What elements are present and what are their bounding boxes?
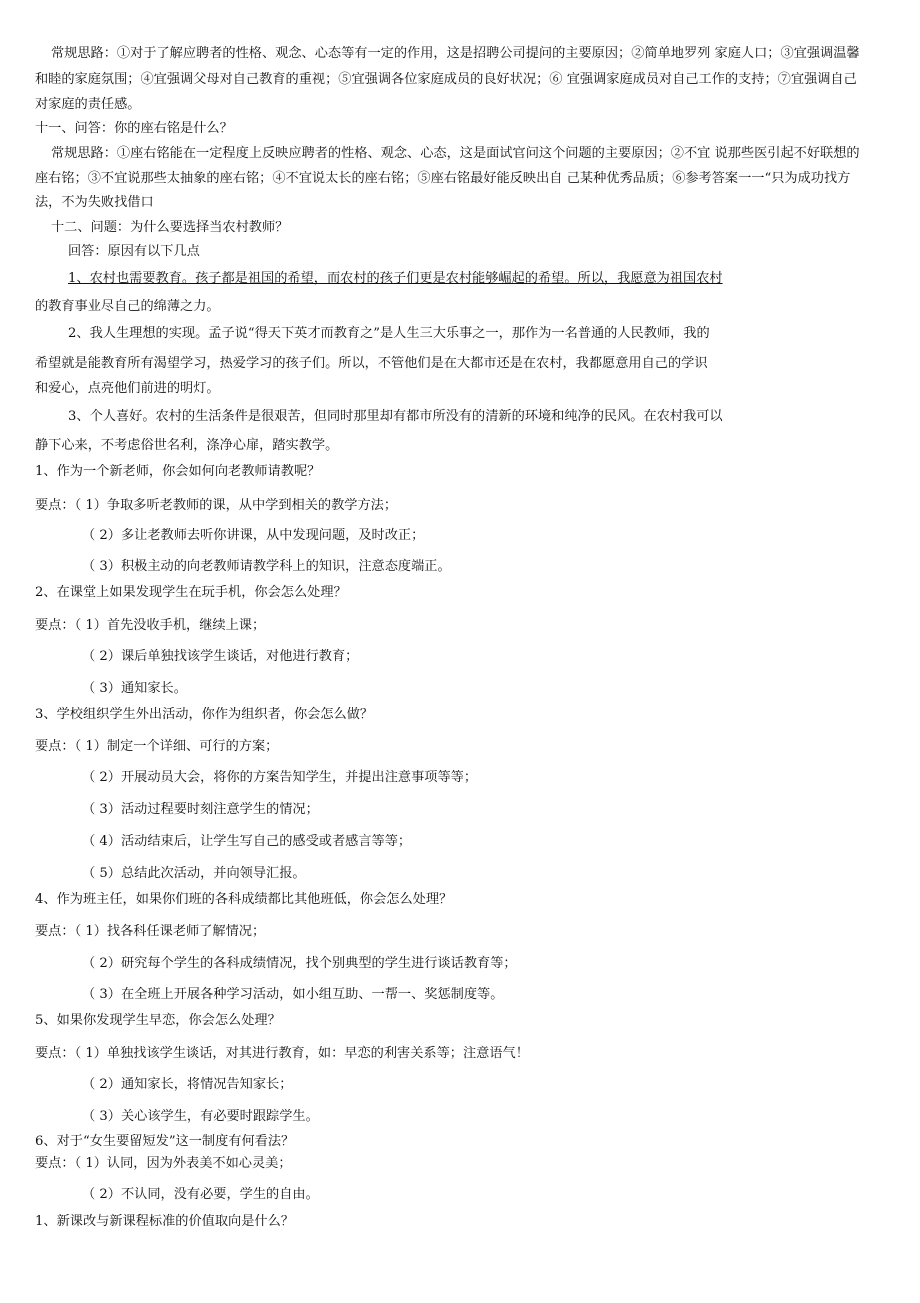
answer-point: （ 3）通知家长。 [82, 681, 187, 696]
question-heading: 6、对于“女生要留短发”这一制度有何看法？ [35, 1134, 295, 1149]
answer-point: 要点：（ 1）找各科任课老师了解情况； [35, 924, 266, 939]
paragraph-line-underlined: 1、农村也需要教育。孩子都是祖国的希望，而农村的孩子们更是农村能够崛起的希望。所以，我愿意为祖国农村 [68, 271, 723, 286]
paragraph-line: 希望就是能教育所有渴望学习，热爱学习的孩子们。所以，不管他们是在大都市还是在农村，我都愿意用自己的学识 [35, 356, 708, 371]
section-heading: 十一、问答：你的座右铭是什么？ [35, 121, 233, 136]
answer-point: （ 3）在全班上开展各种学习活动，如小组互助、一帮一、奖惩制度等。 [82, 987, 504, 1002]
paragraph-line: 常规思路：①座右铭能在一定程度上反映应聘者的性格、观念、心态，这是面试官问这个问题的主要原因；②不宜 说那些医引起不好联想的 [51, 146, 860, 161]
answer-point: 要点：（ 1）首先没收手机，继续上课； [35, 618, 266, 633]
answer-point: 要点：（ 1）单独找该学生谈话，对其进行教育，如：早恋的利害关系等；注意语气！ [35, 1046, 529, 1061]
paragraph-line: 静下心来，不考虑俗世名利，涤净心扉，踏实教学。 [35, 438, 339, 453]
answer-point: （ 2）开展动员大会，将你的方案告知学生，并提出注意事项等等； [82, 770, 478, 785]
paragraph-line: 和爱心，点亮他们前进的明灯。 [35, 381, 220, 396]
answer-point: 要点：（ 1）制定一个详细、可行的方案； [35, 739, 279, 754]
answer-point: （ 2）多让老教师去听你讲课，从中发现问题，及时改正； [82, 528, 425, 543]
paragraph-line: 座右铭；③不宜说那些太抽象的座右铭；④不宜说太长的座右铭；⑤座右铭最好能反映出自 己某种优秀品质；⑥参考答案一一“只为成功找方 [35, 171, 851, 186]
answer-point: （ 5）总结此次活动，并向领导汇报。 [82, 866, 306, 881]
answer-point: （ 3）积极主动的向老教师请教学科上的知识，注意态度端正。 [82, 559, 451, 574]
paragraph-line: 和睦的家庭氛围；④宜强调父母对自己教育的重视；⑤宜强调各位家庭成员的良好状况；⑥ 宜强调家庭成员对自己工作的支持；⑦宜强调自己 [35, 72, 857, 87]
answer-point: （ 4）活动结束后，让学生写自己的感受或者感言等等； [82, 834, 412, 849]
answer-point: （ 3）关心该学生，有必要时跟踪学生。 [82, 1109, 319, 1124]
paragraph-line: 常规思路：①对于了解应聘者的性格、观念、心态等有一定的作用，这是招聘公司提问的主要原因；②简单地罗列 家庭人口；③宜强调温馨 [51, 46, 860, 61]
paragraph-line: 的教育事业尽自己的绵薄之力。 [35, 299, 220, 314]
paragraph-line: 回答：原因有以下几点 [68, 244, 200, 259]
answer-point: （ 2）通知家长，将情况告知家长； [82, 1077, 293, 1092]
question-heading: 2、在课堂上如果发现学生在玩手机，你会怎么处理？ [35, 585, 347, 600]
question-heading: 4、作为班主任，如果你们班的各科成绩都比其他班低，你会怎么处理？ [35, 892, 453, 907]
paragraph-line: 对家庭的责任感。 [35, 97, 141, 112]
answer-point: （ 2）不认同，没有必要，学生的自由。 [82, 1187, 319, 1202]
section-heading: 十二、问题：为什么要选择当农村教师？ [51, 220, 289, 235]
answer-point: （ 2）课后单独找该学生谈话，对他进行教育； [82, 649, 359, 664]
answer-point: （ 2）研究每个学生的各科成绩情况，找个别典型的学生进行谈话教育等； [82, 956, 517, 971]
question-heading: 3、学校组织学生外出活动，你作为组织者，你会怎么做？ [35, 707, 374, 722]
question-heading: 5、如果你发现学生早恋，你会怎么处理？ [35, 1013, 281, 1028]
paragraph-line: 2、我人生理想的实现。孟子说“得天下英才而教育之”是人生三大乐事之一，那作为一名普通的人民教师，我的 [68, 326, 710, 341]
answer-point: 要点：（ 1）争取多听老教师的课，从中学到相关的教学方法； [35, 498, 398, 513]
paragraph-line: 3、个人喜好。农村的生活条件是很艰苦，但同时那里却有都市所没有的清新的环境和纯净的民风。在农村我可以 [68, 409, 723, 424]
question-heading: 1、新课改与新课程标准的价值取向是什么？ [35, 1214, 294, 1229]
answer-point: 要点：（ 1）认同，因为外表美不如心灵美； [35, 1156, 292, 1171]
answer-point: （ 3）活动过程要时刻注意学生的情况； [82, 802, 319, 817]
question-heading: 1、作为一个新老师，你会如何向老教师请教呢？ [35, 464, 321, 479]
paragraph-line: 法，不为失败找借口 [35, 195, 154, 210]
